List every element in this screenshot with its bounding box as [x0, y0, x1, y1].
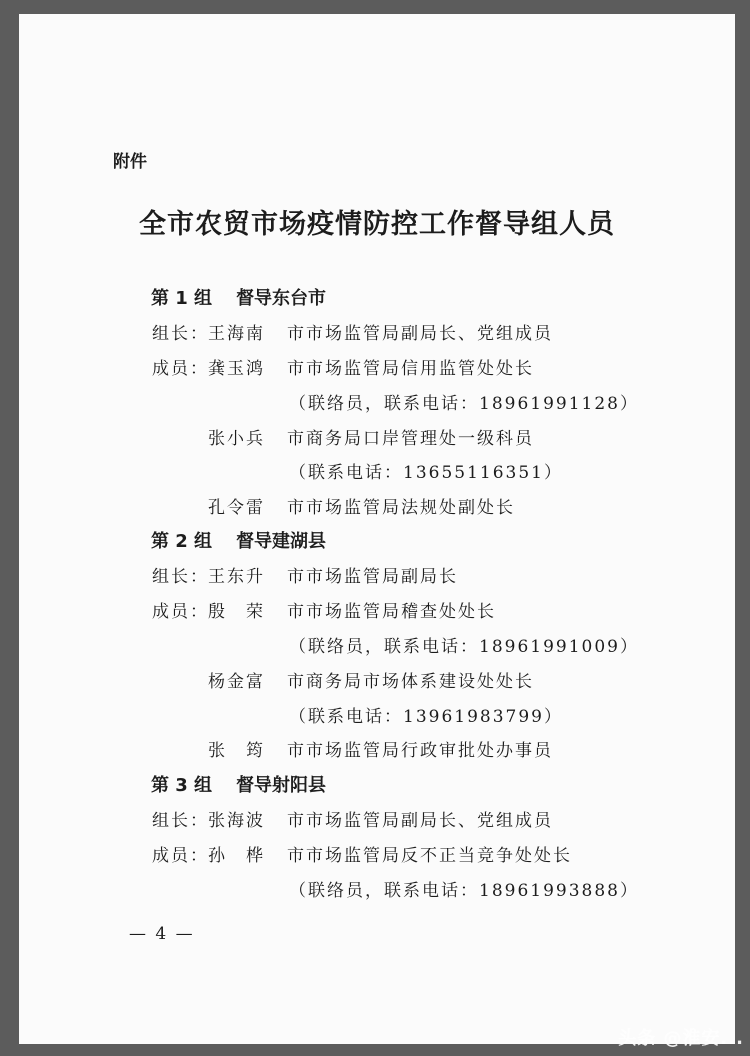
member-title: 市市场监管局反不正当竞争处处长	[287, 846, 572, 866]
group-number: 第 1 组	[151, 288, 213, 309]
member-title: 市市场监管局稽查处处长	[287, 602, 496, 622]
leader-name: 张海波	[208, 811, 265, 831]
attachment-label: 附件	[113, 152, 147, 172]
group-target: 督导建湖县	[236, 531, 327, 552]
member-name: 孔令雷	[208, 498, 265, 518]
member-name: 张小兵	[208, 429, 265, 449]
member-label: 成员：	[152, 846, 209, 866]
document-page	[19, 14, 735, 1044]
member-title: 市市场监管局信用监管处处长	[287, 359, 534, 379]
group-number: 第 2 组	[151, 531, 213, 552]
member-title: 市市场监管局法规处副处长	[287, 498, 515, 518]
member-contact: （联络员，联系电话：18961991009）	[289, 637, 639, 657]
member-title: 市商务局口岸管理处一级科员	[287, 429, 534, 449]
group-target: 督导东台市	[236, 288, 327, 309]
member-name: 杨金富	[208, 672, 265, 692]
member-contact: （联络员，联系电话：18961993888）	[289, 881, 639, 901]
leader-name: 王东升	[208, 567, 265, 587]
leader-label: 组长：	[152, 324, 209, 344]
member-label: 成员：	[152, 359, 209, 379]
member-contact: （联络员，联系电话：18961991128）	[289, 394, 639, 414]
member-name: 龚玉鸿	[208, 359, 265, 379]
group-1-heading	[151, 284, 326, 310]
group-2-heading	[151, 527, 326, 553]
member-name: 张 筠	[208, 741, 265, 761]
document-title: 全市农贸市场疫情防控工作督导组人员	[139, 209, 615, 240]
leader-name: 王海南	[208, 324, 265, 344]
leader-title: 市市场监管局副局长、党组成员	[287, 811, 553, 831]
member-label: 成员：	[152, 602, 209, 622]
member-title: 市商务局市场体系建设处处长	[287, 672, 534, 692]
leader-title: 市市场监管局副局长	[287, 567, 458, 587]
member-name: 孙 桦	[208, 846, 265, 866]
group-target: 督导射阳县	[236, 775, 327, 796]
leader-label: 组长：	[152, 567, 209, 587]
group-number: 第 3 组	[151, 775, 213, 796]
watermark: 头条 @淮安...	[618, 1028, 744, 1049]
page-number: — 4 —	[129, 924, 195, 944]
member-contact: （联系电话：13961983799）	[289, 707, 563, 727]
member-contact: （联系电话：13655116351）	[289, 463, 563, 483]
leader-title: 市市场监管局副局长、党组成员	[287, 324, 553, 344]
member-name: 殷 荣	[208, 602, 265, 622]
leader-label: 组长：	[152, 811, 209, 831]
group-3-heading	[151, 771, 326, 797]
member-title: 市市场监管局行政审批处办事员	[287, 741, 553, 761]
